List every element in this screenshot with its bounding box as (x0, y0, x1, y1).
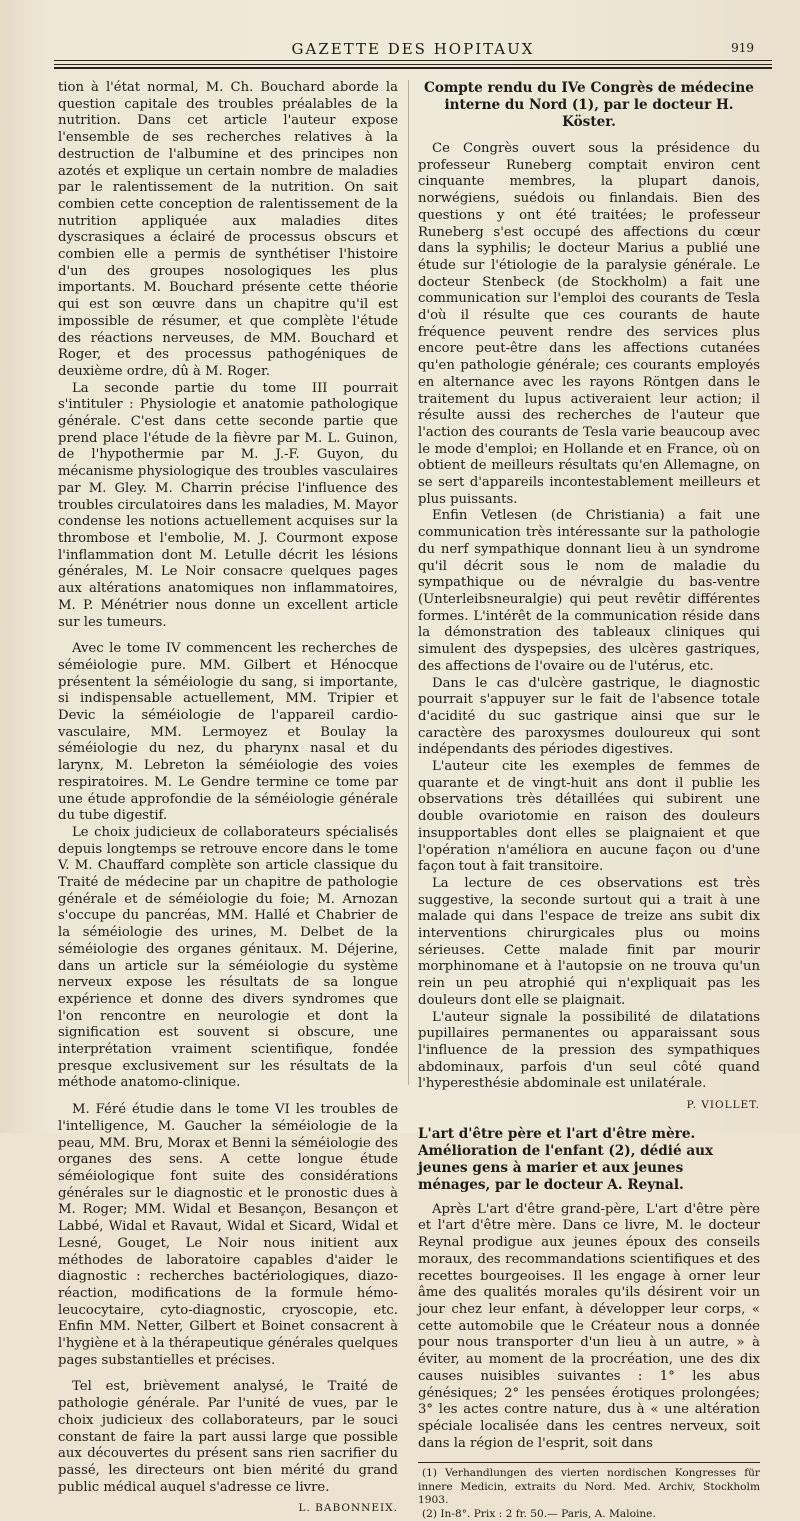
paragraph: Après L'art d'être grand-père, L'art d'être père et l'art d'être mère. Dans ce livre, M. le docteur Reynal prodigue aux jeunes époux des conseils moraux, des recommandations scientifiques et des recettes bourgeoises. Il les engage à orner leur âme des qualités morales qu'ils désirent voir un jour chez leur enfant, à développer leur corps, « cette automobile que le Créateur nous a donnée pour nous transporter d'un lieu à un autre, » à éviter, au moment de la procréation, une des dix causes nuisibles suivantes : 1° les abus génésiques; 2° les pensées érotiques prolongées; 3° les actes contre nature, dus à « une altération spéciale localisée dans les centres nerveux, soit dans la région de l'esprit, soit dans (418, 1201, 760, 1451)
left-column (58, 80, 398, 1517)
paragraph: L'auteur signale la possibilité de dilatations pupillaires permanentes ou apparaissant sous l'influence de la pression des sympathiques abdominaux, parfois d'un seul côté quand l'hyperesthésie abdominale est unilatérale. (418, 1009, 760, 1092)
article-title: Compte rendu du IVe Congrès de médecine interne du Nord (1), par le docteur H. Köster. (424, 80, 754, 130)
paragraph: Ce Congrès ouvert sous la présidence du professeur Runeberg comptait environ cent cinquante membres, la plupart danois, norwégiens, suédois ou finlandais. Bien des questions y ont été traitées; le professeur Runeberg s'est occupé des affections du cœur dans la syphilis; le docteur Marius a publié une étude sur l'étiologie de la paralysie générale. Le docteur Stenbeck (de Stockholm) a fait une communication sur l'emploi des courants de Tesla d'où il résulte que ces courants de haute fréquence peuvent rendre des services plus encore peut-être dans les affections cutanées qu'en pathologie générale; ces courants employés en alternance avec les rayons Röntgen dans le traitement du lupus activeraient leur action; il résulte aussi des recherches de l'auteur que l'action des courants de Tesla varie beaucoup avec le mode d'emploi; en Hollande et en France, où on obtient de meilleurs résultats qu'en Allemagne, on se sert d'appareils incontestablement meilleurs et plus puissants. (418, 141, 760, 507)
paragraph: tion à l'état normal, M. Ch. Bouchard aborde la question capitale des troubles préalables de la nutrition. Dans cet article l'auteur expose l'ensemble de ses recherches relatives à la destruction de l'albumine et des principes non azotés et explique un certain nombre de maladies par le ralentissement de la nutrition. On sait combien cette conception de ralentissement de la nutrition appliquée aux maladies dites dyscrasiques a éclairé de processus obscurs et combien elle a permis de synthétiser l'histoire d'un des groupes nosologiques les plus importants. M. Bouchard présente cette théorie qui est son œuvre dans un chapitre qu'il est impossible de résumer, et que complète l'étude des réactions nerveuses, de MM. Bouchard et Roger, et des processus pathogéniques de deuxième ordre, dû à M. Roger. (58, 80, 398, 379)
footnote: (2) In-8°. Prix : 2 fr. 50.— Paris, A. Maloine. (422, 1507, 656, 1520)
paragraph: Tel est, brièvement analysé, le Traité de pathologie générale. Par l'unité de vues, par le choix judicieux des collaborateurs, par le souci constant de faire la part aussi large que possible aux découvertes du présent sans rien sacrifier du passé, les directeurs ont bien mérité du grand public médical auquel s'adresse ce livre. (58, 1379, 398, 1495)
paragraph: L'auteur cite les exemples de femmes de quarante et de vingt-huit ans dont il publie les observations très détaillées qui subirent une double ovariotomie en raison des douleurs insupportables dont elles se plaignaient et que l'opération n'améliora en aucune façon ou d'une façon tout à fait transitoire. (418, 759, 760, 875)
paragraph: M. Féré étudie dans le tome VI les troubles de l'intelligence, M. Gaucher la séméiologie de la peau, MM. Bru, Morax et Benni la séméiologie des organes des sens. A cette longue étude séméiologique font suite des considérations générales sur le diagnostic et le pronostic dues à M. Roger; MM. Widal et Besançon, Besançon et Labbé, Widal et Ravaut, Widal et Sicard, Widal et Lesné, Gouget, Le Noir nous initient aux méthodes de laboratoire capables d'aider le diagnostic : recherches bactériologiques, diazo-réaction, modifications de la formule hémo-leucocytaire, cyto-diagnostic, cryoscopie, etc. Enfin MM. Netter, Gilbert et Boinet consacrent à l'hygiène et à la thérapeutique générales quelques pages substantielles et précises. (58, 1102, 398, 1368)
paragraph: Dans le cas d'ulcère gastrique, le diagnostic pourrait s'appuyer sur le fait de l'absence totale d'acidité du suc gastrique ainsi que sur le caractère des paroxysmes douloureux qui sont indépendants des périodes digestives. (418, 675, 760, 758)
footnote-rule (418, 1462, 760, 1463)
signature: L. BABONNEIX. (298, 1502, 398, 1515)
footnote: (1) Verhandlungen des vierten nordischen Kongresses für innere Medicin, extraits du Nord. Med. Archiv, Stockholm 1903. (418, 1467, 760, 1507)
right-column (418, 80, 760, 1521)
paragraph: Avec le tome IV commencent les recherches de séméiologie pure. MM. Gilbert et Hénocque présentent la séméiologie du sang, si importante, si indispensable actuellement, MM. Tripier et Devic la séméiologie de l'appareil cardio-vasculaire, MM. Lermoyez et Boulay la séméiologie du nez, du pharynx nasal et du larynx, M. Lebreton la séméiologie des voies respiratoires. M. Le Gendre termine ce tome par une étude approfondie de la séméiologie générale du tube digestif. (58, 641, 398, 824)
paragraph: Le choix judicieux de collaborateurs spécialisés depuis longtemps se retrouve encore dans le tome V. M. Chauffard complète son article classique du Traité de médecine par un chapitre de pathologie générale et de séméiologie du foie; M. Arnozan s'occupe du pancréas, MM. Hallé et Chabrier de la séméiologie des urines, M. Delbet de la séméiologie des organes génitaux. M. Déjerine, dans un article sur la séméiologie du système nerveux expose les résultats de sa longue expérience et donne des divers syndromes que l'on rencontre en neurologie et dont la signification est souvent si obscure, une interprétation vraiment scientifique, fondée presque exclusivement sur les résultats de la méthode anatomo-clinique. (58, 824, 398, 1091)
paragraph: La lecture de ces observations est très suggestive, la seconde surtout qui a trait à une malade qui dans l'espace de treize ans subit dix interventions chirurgicales plus ou moins sérieuses. Cette malade finit par mourir morphinomane et à l'autopsie on ne trouva qu'un rein un peu atrophié qui n'expliquait pas les douleurs dont elle se plaignait. (418, 875, 760, 1008)
article-title-text: L'art d'être père et l'art d'être mère. Amélioration de l'enfant (2), dédié aux jeunes gens à marier et aux jeunes ménages, par le docteur A. Reynal. (418, 1125, 714, 1193)
header-rule (54, 60, 772, 61)
footnotes (418, 1467, 760, 1521)
signature: P. VIOLLET. (686, 1099, 760, 1112)
paragraph: Enfin Vetlesen (de Christiania) a fait une communication très intéressante sur la pathologie du nerf sympathique donnant lieu à un syndrome qu'il décrit sous le nom de maladie du sympathique ou de névralgie du bas-ventre (Unterleibsneuralgie) qui peut revêtir différentes formes. L'intérêt de la communication réside dans la démonstration des tableaux cliniques qui simulent des dyspepsies, des ulcères gastriques, des affections de l'ovaire ou de l'utérus, etc. (418, 508, 760, 674)
header-rule (54, 67, 772, 69)
column-divider (408, 80, 409, 1085)
header-rule (54, 64, 772, 65)
running-header (54, 40, 772, 80)
page-number: 919 (731, 41, 754, 55)
paragraph: La seconde partie du tome III pourrait s'intituler : Physiologie et anatomie pathologique générale. C'est dans cette seconde partie que prend place l'étude de la fièvre par M. L. Guinon, de l'hypothermie par M. J.-F. Guyon, du mécanisme physiologique des troubles vasculaires par M. Gley. M. Charrin précise l'influence des troubles circulatoires dans les maladies, M. Mayor condense les notions actuellement acquises sur la thrombose et l'embolie, M. J. Courmont expose l'inflammation dont M. Letulle décrit les lésions générales, M. Le Noir consacre quelques pages aux altérations anatomiques non inflammatoires, M. P. Ménétrier nous donne un excellent article sur les tumeurs. (58, 380, 398, 630)
journal-title: GAZETTE DES HOPITAUX (291, 40, 535, 58)
article-title (418, 1126, 760, 1194)
